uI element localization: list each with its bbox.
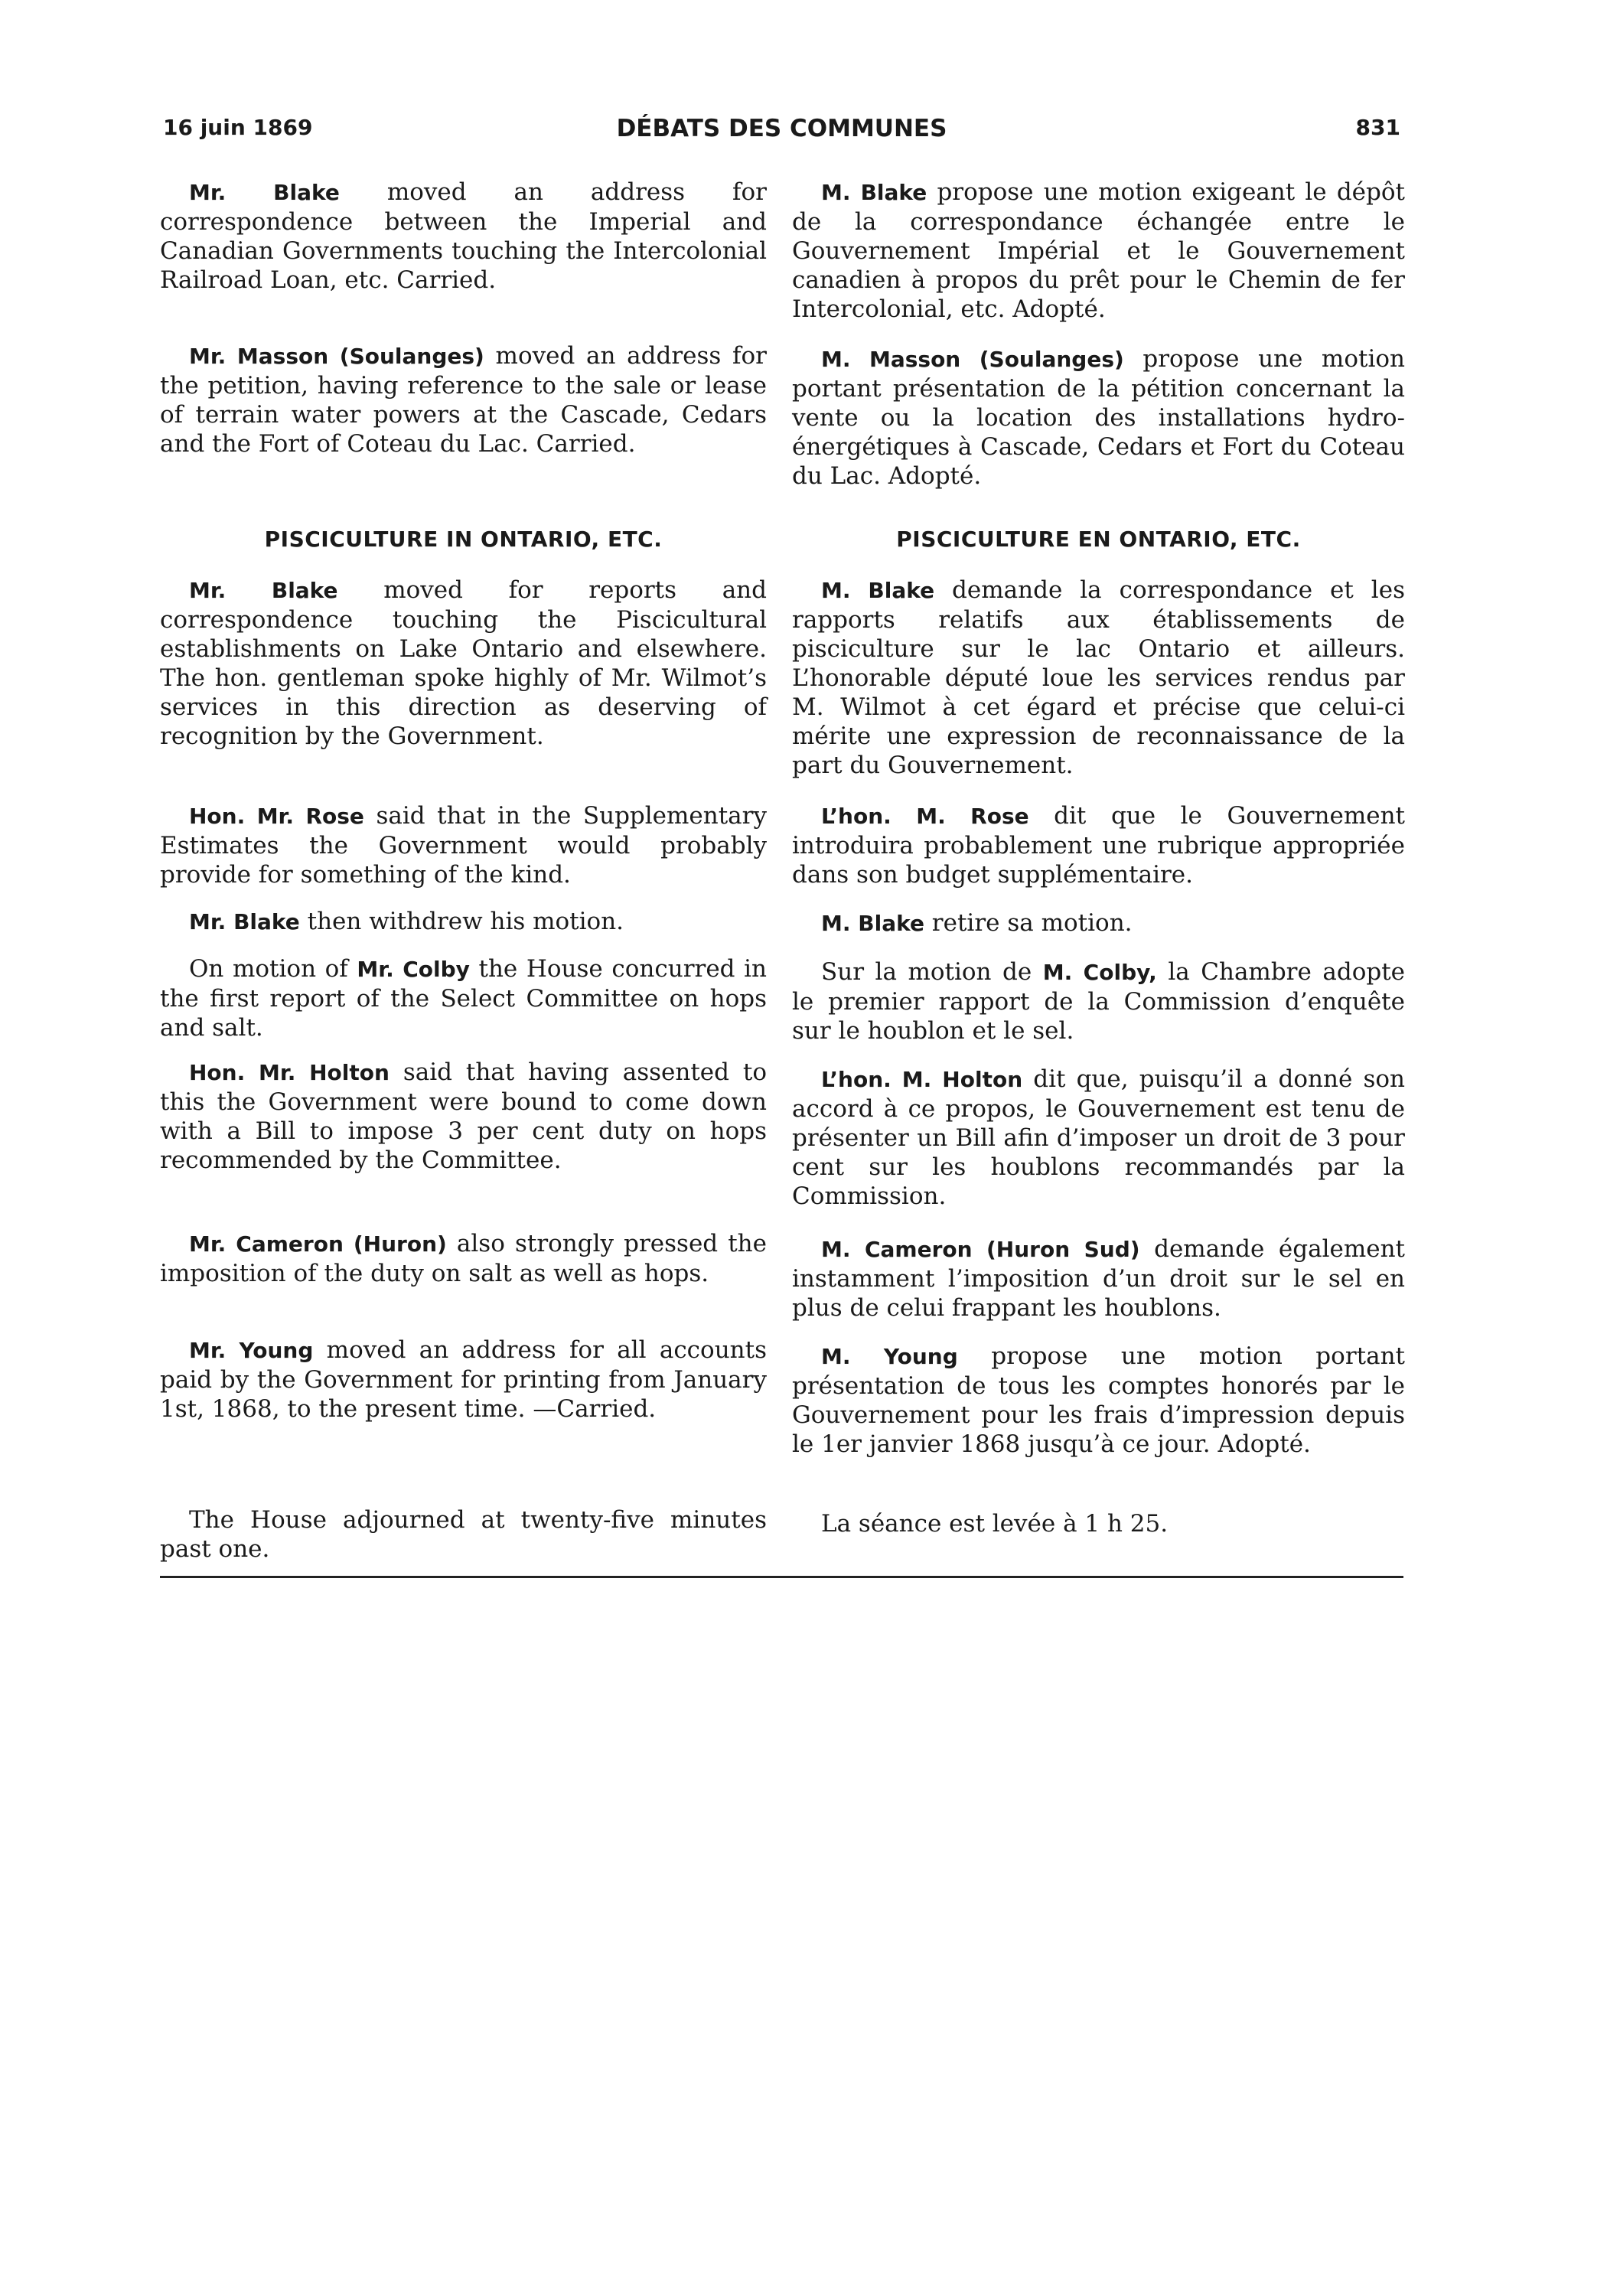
paragraph [792, 344, 1405, 491]
paragraph [160, 178, 767, 295]
paragraph-text: moved an address for all accounts paid by the Government for printing from January 1st, 1868, to the present time. —Carried. [160, 1336, 767, 1423]
speaker: M. Colby, [1042, 960, 1157, 985]
section-heading: PISCICULTURE EN ONTARIO, ETC. [896, 527, 1301, 552]
speaker: M. Masson (Soulanges) [821, 347, 1124, 372]
bottom-rule [160, 1576, 1403, 1578]
paragraph-text: also strongly pressed the imposition of the duty on salt as well as hops. [160, 1230, 767, 1287]
paragraph [160, 576, 767, 751]
speaker: M. Blake [821, 180, 927, 205]
paragraph: The House adjourned at twenty-five minutes past one. [160, 1506, 767, 1563]
speaker: Mr. Masson (Soulanges) [189, 344, 484, 369]
paragraph-text: moved an address for the petition, having reference to the sale or lease of terrain water powers at the Cascade, Cedars and the Fort of Coteau du Lac. Carried. [160, 342, 767, 458]
page-number: 831 [1355, 115, 1400, 140]
speaker: M. Blake [821, 911, 924, 936]
header-title: DÉBATS DES COMMUNES [616, 115, 947, 142]
paragraph [792, 957, 1405, 1045]
paragraph-text: demande la correspondance et les rapports relatifs aux établissements de pisciculture sur le lac Ontario et ailleurs. L’honorable député loue les services rendus par M. Wilmot à cet égard et précise que celui-ci mérite une expression de reconnaissance de la part du Gouvernement. [792, 576, 1405, 779]
paragraph-text: propose une motion portant présentation de tous les comptes honorés par le Gouvernement pour les frais d’impression depuis le 1er janvier 1868 jusqu’à ce jour. Adopté. [792, 1342, 1405, 1458]
speaker: Hon. Mr. Rose [189, 804, 364, 829]
paragraph [160, 954, 767, 1042]
paragraph-text: said that in the Supplementary Estimates the Government would probably provide for something of the kind. [160, 802, 767, 889]
paragraph [160, 801, 767, 889]
speaker: Mr. Blake [189, 909, 300, 934]
paragraph [792, 1342, 1405, 1459]
paragraph [160, 1229, 767, 1288]
paragraph [160, 907, 767, 937]
speaker: L’hon. M. Rose [821, 804, 1029, 829]
paragraph-text: propose une motion exigeant le dépôt de la correspondance échangée entre le Gouvernement Impérial et le Gouvernement canadien à propos du prêt pour le Chemin de fer Intercolonial, etc. Adopté. [792, 178, 1405, 323]
paragraph-text: demande également instamment l’imposition d’un droit sur le sel en plus de celui frappant les houblons. [792, 1235, 1405, 1322]
paragraph-text: the House concurred in the first report of the Select Committee on hops and salt. [160, 955, 768, 1042]
header-date: 16 juin 1869 [163, 115, 313, 140]
paragraph-text: retire sa motion. [924, 909, 1133, 937]
paragraph-text: dit que le Gouvernement introduira probablement une rubrique appropriée dans son budget supplémentaire. [792, 802, 1405, 889]
paragraph [160, 1058, 767, 1175]
paragraph [792, 908, 1405, 938]
paragraph [160, 341, 767, 458]
paragraph-text: la Chambre adopte le premier rapport de la Commission d’enquête sur le houblon et le sel. [792, 958, 1405, 1045]
speaker: M. Blake [821, 578, 935, 603]
paragraph [792, 178, 1405, 324]
speaker: Mr. Blake [189, 578, 338, 603]
speaker: M. Cameron (Huron Sud) [821, 1237, 1140, 1262]
speaker: Mr. Cameron (Huron) [189, 1231, 447, 1257]
paragraph [792, 1065, 1405, 1211]
speaker: M. Young [821, 1344, 958, 1369]
paragraph-text: moved an address for correspondence between the Imperial and Canadian Governments touching the Intercolonial Railroad Loan, etc. Carried. [160, 178, 767, 294]
section-heading: PISCICULTURE IN ONTARIO, ETC. [264, 527, 663, 552]
paragraph [792, 801, 1405, 889]
paragraph-text: moved for reports and correspondence touching the Piscicultural establishments on Lake Ontario and elsewhere. The hon. gentleman spoke highly of Mr. Wilmot’s services in this direction as deserving of recognition by the Government. [160, 576, 767, 750]
paragraph [160, 1336, 767, 1424]
paragraph-prefix: On motion of [189, 955, 357, 983]
speaker: Mr. Blake [189, 180, 340, 205]
paragraph: La séance est levée à 1 h 25. [821, 1510, 1169, 1538]
paragraph [792, 1234, 1405, 1322]
speaker: Mr. Colby [357, 957, 470, 982]
paragraph-text: propose une motion portant présentation de la pétition concernant la vente ou la location des installations hydro-énergétiques à Cascade, Cedars et Fort du Coteau du Lac. Adopté. [792, 345, 1405, 490]
speaker: L’hon. M. Holton [821, 1067, 1023, 1092]
paragraph-text: then withdrew his motion. [299, 908, 624, 935]
speaker: Hon. Mr. Holton [189, 1060, 390, 1085]
speaker: Mr. Young [189, 1338, 314, 1363]
paragraph-text: dit que, puisqu’il a donné son accord à ce propos, le Gouvernement est tenu de présenter un Bill afin d’imposer un droit de 3 pour cent sur les houblons recommandés par la Commission. [792, 1065, 1405, 1210]
paragraph [792, 576, 1405, 780]
paragraph-prefix: Sur la motion de [821, 958, 1043, 986]
paragraph-text: said that having assented to this the Government were bound to come down with a Bill to impose 3 per cent duty on hops recommended by the Committee. [160, 1058, 767, 1174]
page-header [163, 115, 1400, 153]
